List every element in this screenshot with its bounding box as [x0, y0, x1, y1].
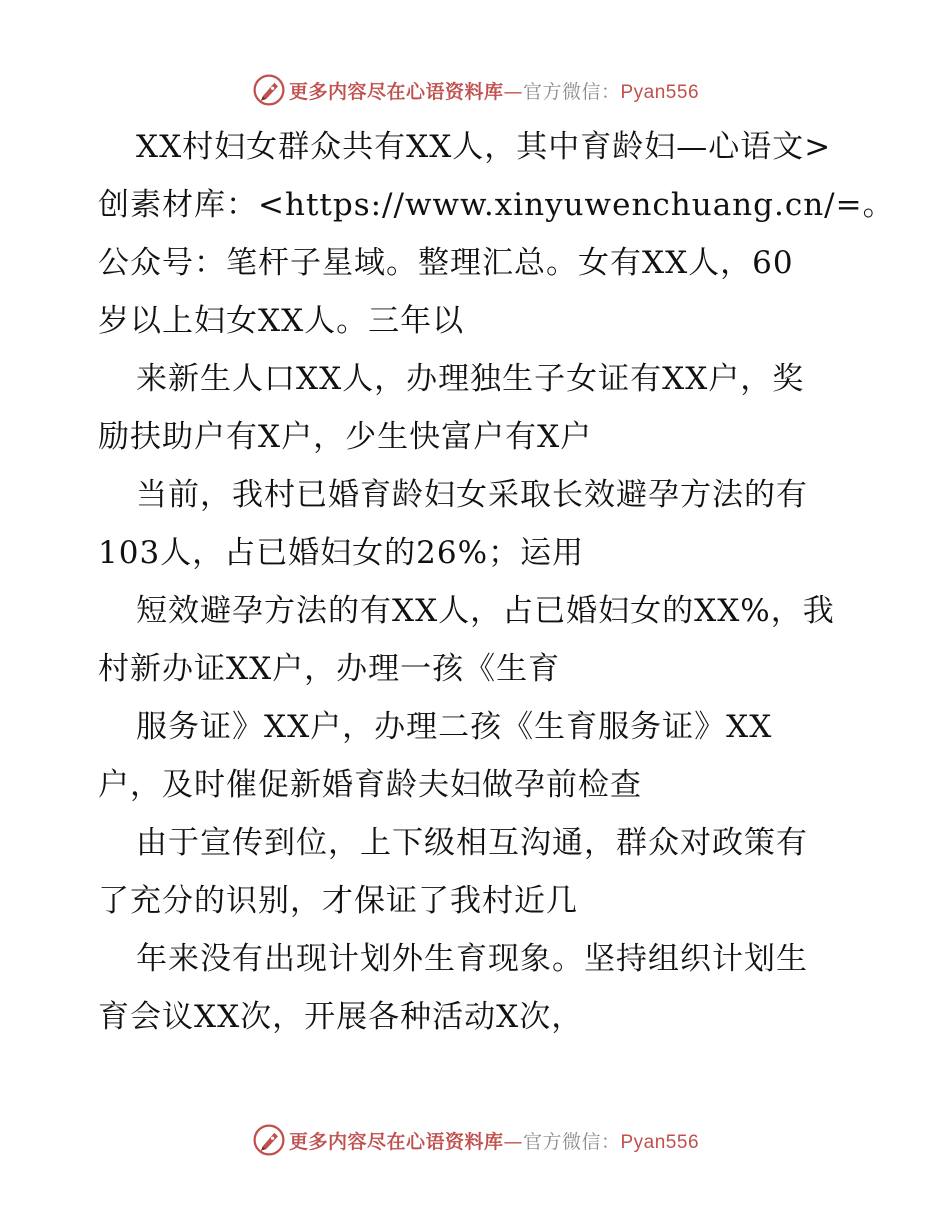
text-line: 年来没有出现计划外生育现象。坚持组织计划生 — [136, 941, 808, 977]
banner-text — [289, 1127, 699, 1154]
banner-official-label: 官方微信： — [522, 80, 621, 103]
text-line: 当前，我村已婚育龄妇女采取长效避孕方法的有 — [136, 477, 808, 513]
banner-dash: — — [503, 80, 523, 103]
text-line: 了充分的识别，才保证了我村近几 — [98, 883, 578, 919]
text-line: 户，及时催促新婚育龄夫妇做孕前检查 — [98, 767, 642, 803]
pen-nib-logo-icon — [251, 72, 287, 108]
text-line: 创素材库：<https://www.xinyuwenchuang.cn/=。 — [98, 187, 895, 223]
footer-banner — [0, 1120, 950, 1160]
text-line: 励扶助户有X户，少生快富户有X户 — [98, 419, 593, 455]
text-line: 来新生人口XX人，办理独生子女证有XX户，奖 — [136, 361, 805, 397]
banner-official-label: 官方微信： — [522, 1130, 621, 1153]
text-line: 由于宣传到位，上下级相互沟通，群众对政策有 — [136, 825, 808, 861]
document-body — [98, 118, 895, 1046]
text-line: 公众号：笔杆子星域。整理汇总。女有XX人，60 — [98, 245, 794, 281]
pen-nib-logo-icon — [251, 1122, 287, 1158]
banner-account: Pyan556 — [620, 1131, 700, 1153]
text-line: XX村妇女群众共有XX人，其中育龄妇—心语文> — [136, 129, 832, 165]
text-line: 服务证》XX户，办理二孩《生育服务证》XX — [136, 709, 773, 745]
header-banner — [0, 70, 950, 110]
text-line: 短效避孕方法的有XX人，占已婚妇女的XX%，我 — [136, 593, 835, 629]
banner-text — [289, 77, 699, 104]
text-line: 村新办证XX户，办理一孩《生育 — [98, 651, 561, 687]
text-line: 育会议XX次，开展各种活动X次， — [98, 999, 584, 1035]
banner-library-text: 更多内容尽在心语资料库 — [288, 80, 504, 103]
banner-library-text: 更多内容尽在心语资料库 — [288, 1130, 504, 1153]
banner-dash: — — [503, 1130, 523, 1153]
banner-account: Pyan556 — [620, 81, 700, 103]
text-line: 103人，占已婚妇女的26%；运用 — [98, 535, 585, 571]
text-line: 岁以上妇女XX人。三年以 — [98, 303, 465, 339]
